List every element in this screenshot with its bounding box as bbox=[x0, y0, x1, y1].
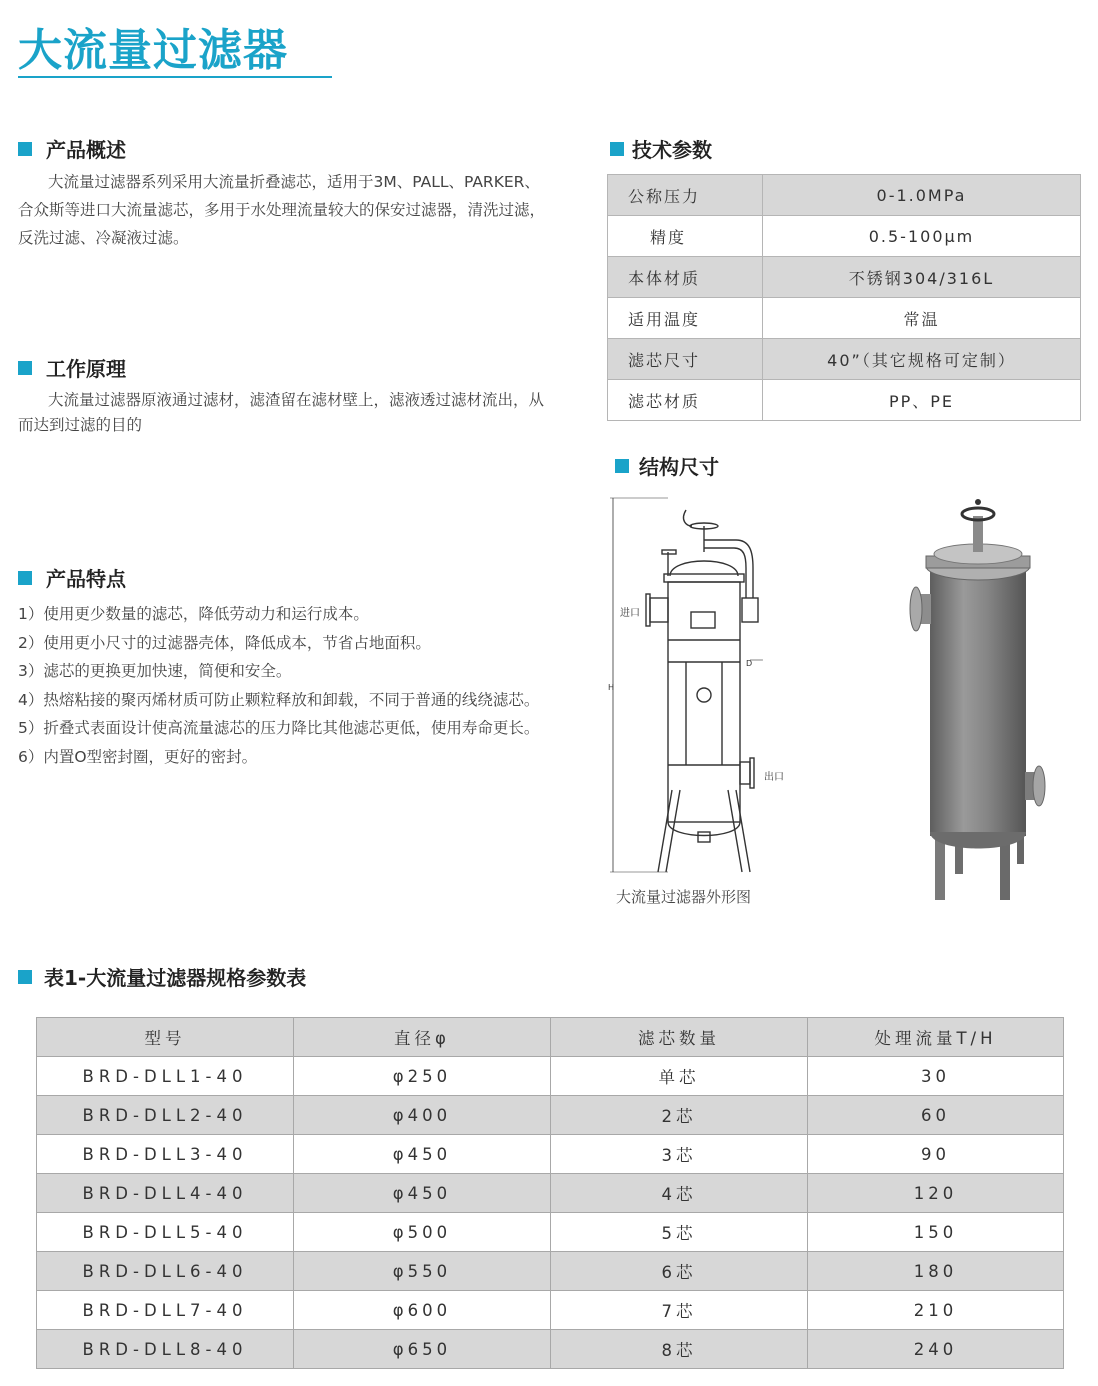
diameter-cell: φ650 bbox=[294, 1330, 551, 1369]
column-header: 滤芯数量 bbox=[551, 1018, 808, 1057]
table-row bbox=[608, 216, 1081, 257]
spec-heading bbox=[18, 962, 306, 991]
drawing-caption: 大流量过滤器外形图 bbox=[616, 888, 752, 906]
param-key: 适用温度 bbox=[608, 298, 763, 339]
flow-cell: 60 bbox=[808, 1096, 1064, 1135]
param-value: 40”（其它规格可定制） bbox=[763, 339, 1081, 380]
diameter-cell: φ500 bbox=[294, 1213, 551, 1252]
square-bullet-icon bbox=[610, 142, 624, 156]
param-value: 常温 bbox=[763, 298, 1081, 339]
flow-cell: 30 bbox=[808, 1057, 1064, 1096]
spec-table bbox=[36, 1017, 1064, 1369]
feature-item: 1）使用更少数量的滤芯，降低劳动力和运行成本。 bbox=[18, 605, 369, 623]
diameter-cell: φ550 bbox=[294, 1252, 551, 1291]
table-row bbox=[608, 298, 1081, 339]
table-row bbox=[37, 1213, 1064, 1252]
column-header: 型号 bbox=[37, 1018, 294, 1057]
title-underline bbox=[18, 76, 332, 78]
diameter-cell: φ600 bbox=[294, 1291, 551, 1330]
feature-item: 4）热熔粘接的聚丙烯材质可防止颗粒释放和卸载，不同于普通的线绕滤芯。 bbox=[18, 690, 540, 709]
feature-item: 5）折叠式表面设计使高流量滤芯的压力降比其他滤芯更低，使用寿命更长。 bbox=[18, 719, 540, 738]
table-row bbox=[608, 380, 1081, 421]
square-bullet-icon bbox=[18, 970, 32, 984]
diameter-cell: φ400 bbox=[294, 1096, 551, 1135]
overview-text: 大流量过滤器系列采用大流量折叠滤芯，适用于3M、PALL、PARKER、合众斯等进口大流量滤芯，多用于水处理流量较大的保安过滤器，清洗过滤，反洗过滤、冷凝液过滤。 bbox=[18, 173, 546, 247]
model-cell: BRD-DLL2-40 bbox=[37, 1096, 294, 1135]
param-key: 精度 bbox=[608, 216, 763, 257]
diameter-cell: φ450 bbox=[294, 1174, 551, 1213]
table-header-row bbox=[37, 1018, 1064, 1057]
feature-item: 3）滤芯的更换更加快速，简便和安全。 bbox=[18, 662, 292, 681]
diameter-cell: φ250 bbox=[294, 1057, 551, 1096]
features-heading-text: 产品特点 bbox=[46, 567, 126, 591]
model-cell: BRD-DLL1-40 bbox=[37, 1057, 294, 1096]
param-key: 滤芯材质 bbox=[608, 380, 763, 421]
flow-cell: 90 bbox=[808, 1135, 1064, 1174]
principle-text: 大流量过滤器原液通过滤材，滤渣留在滤材壁上，滤液透过滤材流出，从而达到过滤的目的 bbox=[18, 391, 545, 434]
model-cell: BRD-DLL5-40 bbox=[37, 1213, 294, 1252]
cartridge-count-cell: 5芯 bbox=[551, 1213, 808, 1252]
table-row bbox=[37, 1135, 1064, 1174]
feature-item: 2）使用更小尺寸的过滤器壳体，降低成本，节省占地面积。 bbox=[18, 633, 431, 652]
diameter-cell: φ450 bbox=[294, 1135, 551, 1174]
outlet-label: 出口 bbox=[764, 772, 784, 783]
flow-cell: 210 bbox=[808, 1291, 1064, 1330]
column-header: 直径φ bbox=[294, 1018, 551, 1057]
cartridge-count-cell: 3芯 bbox=[551, 1135, 808, 1174]
tech-params-table bbox=[607, 174, 1081, 421]
table-row bbox=[608, 175, 1081, 216]
cartridge-count-cell: 8芯 bbox=[551, 1330, 808, 1369]
overview-paragraph bbox=[18, 168, 548, 252]
tech-heading bbox=[610, 134, 712, 163]
model-cell: BRD-DLL3-40 bbox=[37, 1135, 294, 1174]
param-key: 本体材质 bbox=[608, 257, 763, 298]
features-list bbox=[18, 600, 558, 772]
cartridge-count-cell: 2芯 bbox=[551, 1096, 808, 1135]
model-cell: BRD-DLL6-40 bbox=[37, 1252, 294, 1291]
table-row bbox=[37, 1252, 1064, 1291]
filter-product-image bbox=[905, 494, 1055, 910]
param-value: PP、PE bbox=[763, 380, 1081, 421]
cartridge-count-cell: 4芯 bbox=[551, 1174, 808, 1213]
feature-item: 6）内置O型密封圈，更好的密封。 bbox=[18, 747, 258, 766]
square-bullet-icon bbox=[18, 142, 32, 156]
principle-paragraph bbox=[18, 388, 548, 438]
table-row bbox=[37, 1057, 1064, 1096]
principle-heading bbox=[18, 353, 126, 382]
spec-heading-text: 表1-大流量过滤器规格参数表 bbox=[44, 966, 307, 990]
square-bullet-icon bbox=[18, 571, 32, 585]
table-row bbox=[608, 339, 1081, 380]
model-cell: BRD-DLL4-40 bbox=[37, 1174, 294, 1213]
square-bullet-icon bbox=[615, 459, 629, 473]
inlet-label: 进口 bbox=[620, 608, 640, 619]
table-row bbox=[608, 257, 1081, 298]
cartridge-count-cell: 6芯 bbox=[551, 1252, 808, 1291]
flow-cell: 240 bbox=[808, 1330, 1064, 1369]
param-value: 0.5-100μm bbox=[763, 216, 1081, 257]
table-row bbox=[37, 1291, 1064, 1330]
param-key: 公称压力 bbox=[608, 175, 763, 216]
table-row bbox=[37, 1330, 1064, 1369]
param-key: 滤芯尺寸 bbox=[608, 339, 763, 380]
overview-heading bbox=[18, 134, 126, 163]
model-cell: BRD-DLL8-40 bbox=[37, 1330, 294, 1369]
dimension-h-label: H bbox=[608, 683, 615, 692]
table-row bbox=[37, 1096, 1064, 1135]
features-heading bbox=[18, 563, 126, 592]
cartridge-count-cell: 7芯 bbox=[551, 1291, 808, 1330]
model-cell: BRD-DLL7-40 bbox=[37, 1291, 294, 1330]
filter-outline-drawing bbox=[608, 490, 808, 880]
overview-heading-text: 产品概述 bbox=[46, 138, 126, 162]
param-value: 0-1.0MPa bbox=[763, 175, 1081, 216]
cartridge-count-cell: 单芯 bbox=[551, 1057, 808, 1096]
flow-cell: 120 bbox=[808, 1174, 1064, 1213]
flow-cell: 180 bbox=[808, 1252, 1064, 1291]
dimension-d-label: D bbox=[746, 659, 753, 668]
page-title: 大流量过滤器 bbox=[18, 25, 288, 76]
tech-heading-text: 技术参数 bbox=[632, 138, 712, 162]
column-header: 处理流量T/H bbox=[808, 1018, 1064, 1057]
flow-cell: 150 bbox=[808, 1213, 1064, 1252]
structure-heading-text: 结构尺寸 bbox=[639, 455, 719, 479]
square-bullet-icon bbox=[18, 361, 32, 375]
structure-heading bbox=[615, 451, 719, 480]
principle-heading-text: 工作原理 bbox=[46, 357, 126, 381]
table-row bbox=[37, 1174, 1064, 1213]
param-value: 不锈钢304/316L bbox=[763, 257, 1081, 298]
